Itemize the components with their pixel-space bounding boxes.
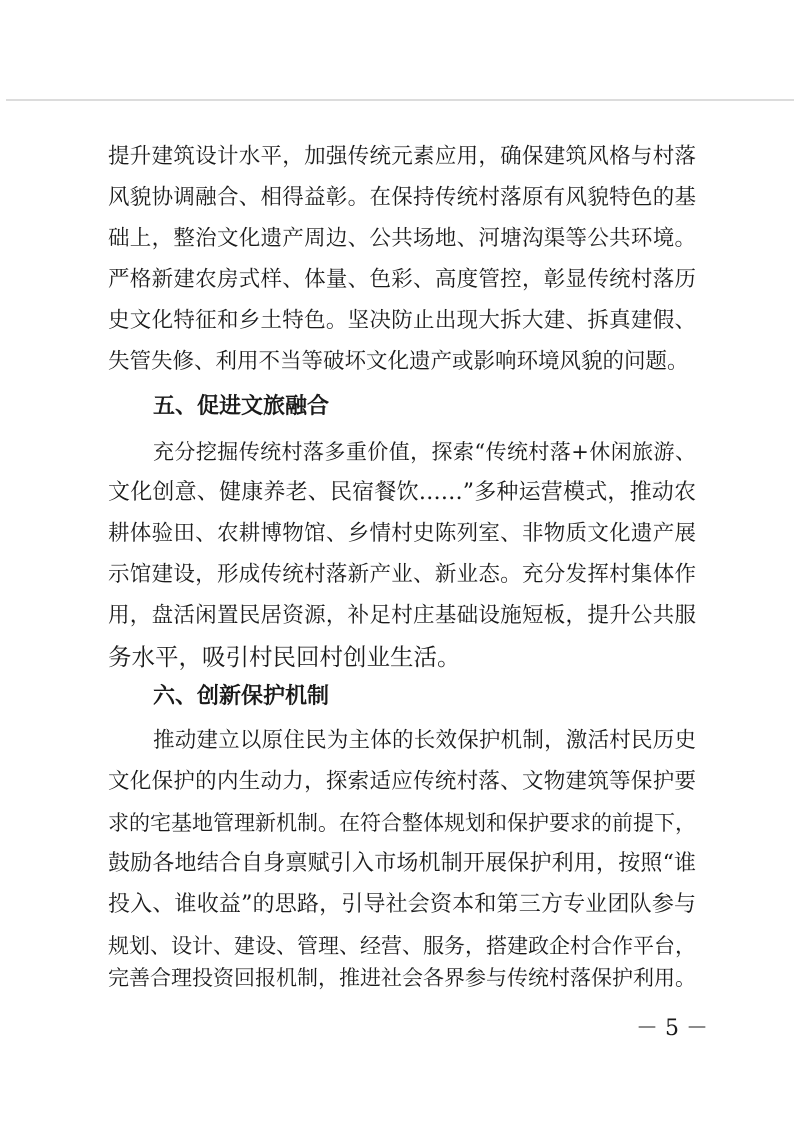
paragraph-line: 求的宅基地管理新机制。在符合整体规划和保护要求的前提下，: [108, 811, 696, 835]
header-rule: [6, 99, 794, 101]
paragraph-line: 推动建立以原住民为主体的长效保护机制，激活村民历史: [153, 728, 696, 753]
paragraph-line: 示馆建设，形成传统村落新产业、新业态。充分发挥村集体作: [108, 562, 696, 587]
paragraph-line: 础上，整治文化遗产周边、公共场地、河塘沟渠等公共环境。: [108, 226, 696, 251]
paragraph-line: 失管失修、利用不当等破坏文化遗产或影响环境风貌的问题。: [108, 349, 689, 374]
paragraph-line: 务水平，吸引村民回村创业生活。: [108, 643, 461, 671]
section-heading: 六、创新保护机制: [153, 684, 330, 709]
paragraph-line: 规划、设计、建设、管理、经营、服务，搭建政企村合作平台，: [108, 934, 696, 958]
paragraph-line: 严格新建农房式样、体量、色彩、高度管控，彰显传统村落历: [108, 267, 696, 292]
paragraph-line: 完善合理投资回报机制，推进社会各界参与传统村落保护利用。: [108, 966, 696, 990]
paragraph-line: 耕体验田、农耕博物馆、乡情村史陈列室、非物质文化遗产展: [108, 521, 696, 546]
paragraph-line: 鼓励各地结合自身禀赋引入市场机制开展保护利用，按照“谁: [108, 851, 696, 876]
paragraph-line: 史文化特征和乡土特色。坚决防止出现大拆大建、拆真建假、: [108, 308, 696, 333]
section-heading: 五、促进文旅融合: [153, 394, 330, 419]
paragraph-line: 文化创意、健康养老、民宿餐饮……”多种运营模式，推动农: [108, 480, 696, 505]
paragraph-line: 充分挖掘传统村落多重价值，探索“传统村落+休闲旅游、: [153, 440, 696, 464]
paragraph-line: 风貌协调融合、相得益彰。在保持传统村落原有风貌特色的基: [108, 185, 696, 210]
page-number: － 5 －: [636, 1016, 708, 1041]
paragraph-line: 提升建筑设计水平，加强传统元素应用，确保建筑风格与村落: [108, 144, 696, 169]
paragraph-line: 用，盘活闲置民居资源，补足村庄基础设施短板，提升公共服: [108, 603, 696, 628]
paragraph-line: 文化保护的内生动力，探索适应传统村落、文物建筑等保护要: [108, 769, 696, 794]
paragraph-line: 投入、谁收益”的思路，引导社会资本和第三方专业团队参与: [108, 892, 696, 917]
